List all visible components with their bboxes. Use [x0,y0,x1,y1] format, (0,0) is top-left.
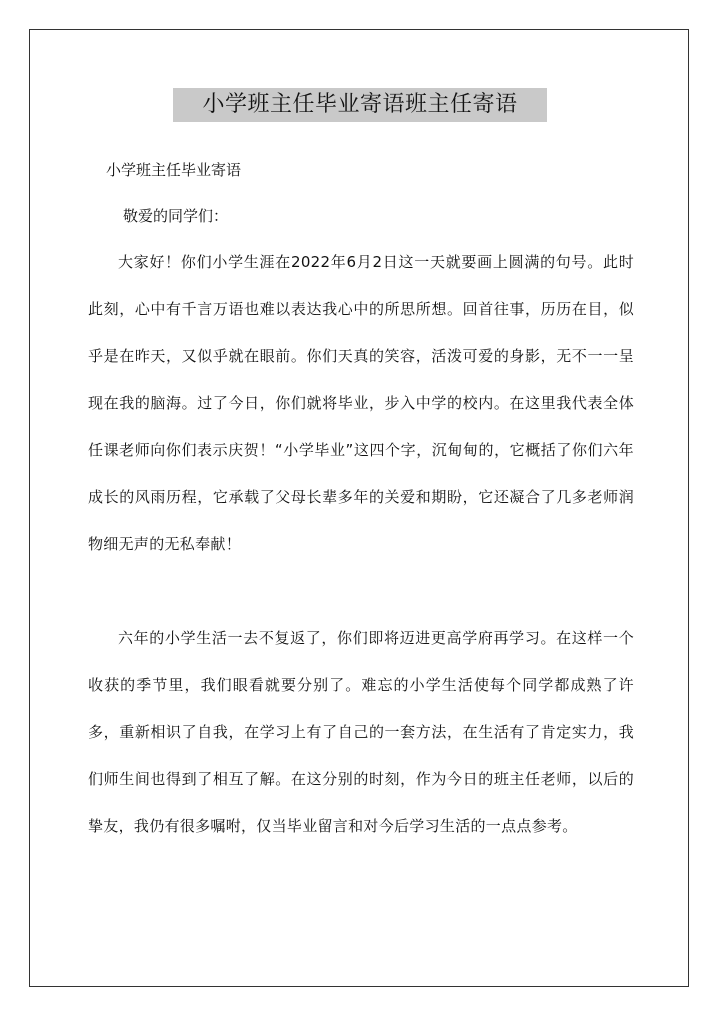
document-subtitle: 小学班主任毕业寄语 [106,161,242,179]
document-title: 小学班主任毕业寄语班主任寄语 [173,88,547,122]
greeting-line: 敬爱的同学们： [123,207,229,225]
body-paragraph: 六年的小学生活一去不复返了，你们即将迈进更高学府再学习。在这样一个收获的季节里，我们眼看就要分别了。难忘的小学生活使每个同学都成熟了许多，重新相识了自我，在学习上有了自己的一套方法，在生活有了肯定实力，我们师生间也得到了相互了解。在这分别的时刻，作为今日的班主任老师，以后的挚友，我仍有很多嘱咐，仅当毕业留言和对今后学习生活的一点点参考。 [88,629,634,835]
body-paragraph: 大家好！你们小学生涯在2022年6月2日这一天就要画上圆满的句号。此时此刻，心中有千言万语也难以表达我心中的所思所想。回首往事，历历在目，似乎是在昨天，又似乎就在眼前。你们天真的笑容，活泼可爱的身影，无不一一呈现在我的脑海。过了今日，你们就将毕业，步入中学的校内。在这里我代表全体任课老师向你们表示庆贺！“小学毕业”这四个字，沉甸甸的，它概括了你们六年成长的风雨历程，它承载了父母长辈多年的关爱和期盼，它还凝合了几多老师润物细无声的无私奉献！ [88,253,634,553]
